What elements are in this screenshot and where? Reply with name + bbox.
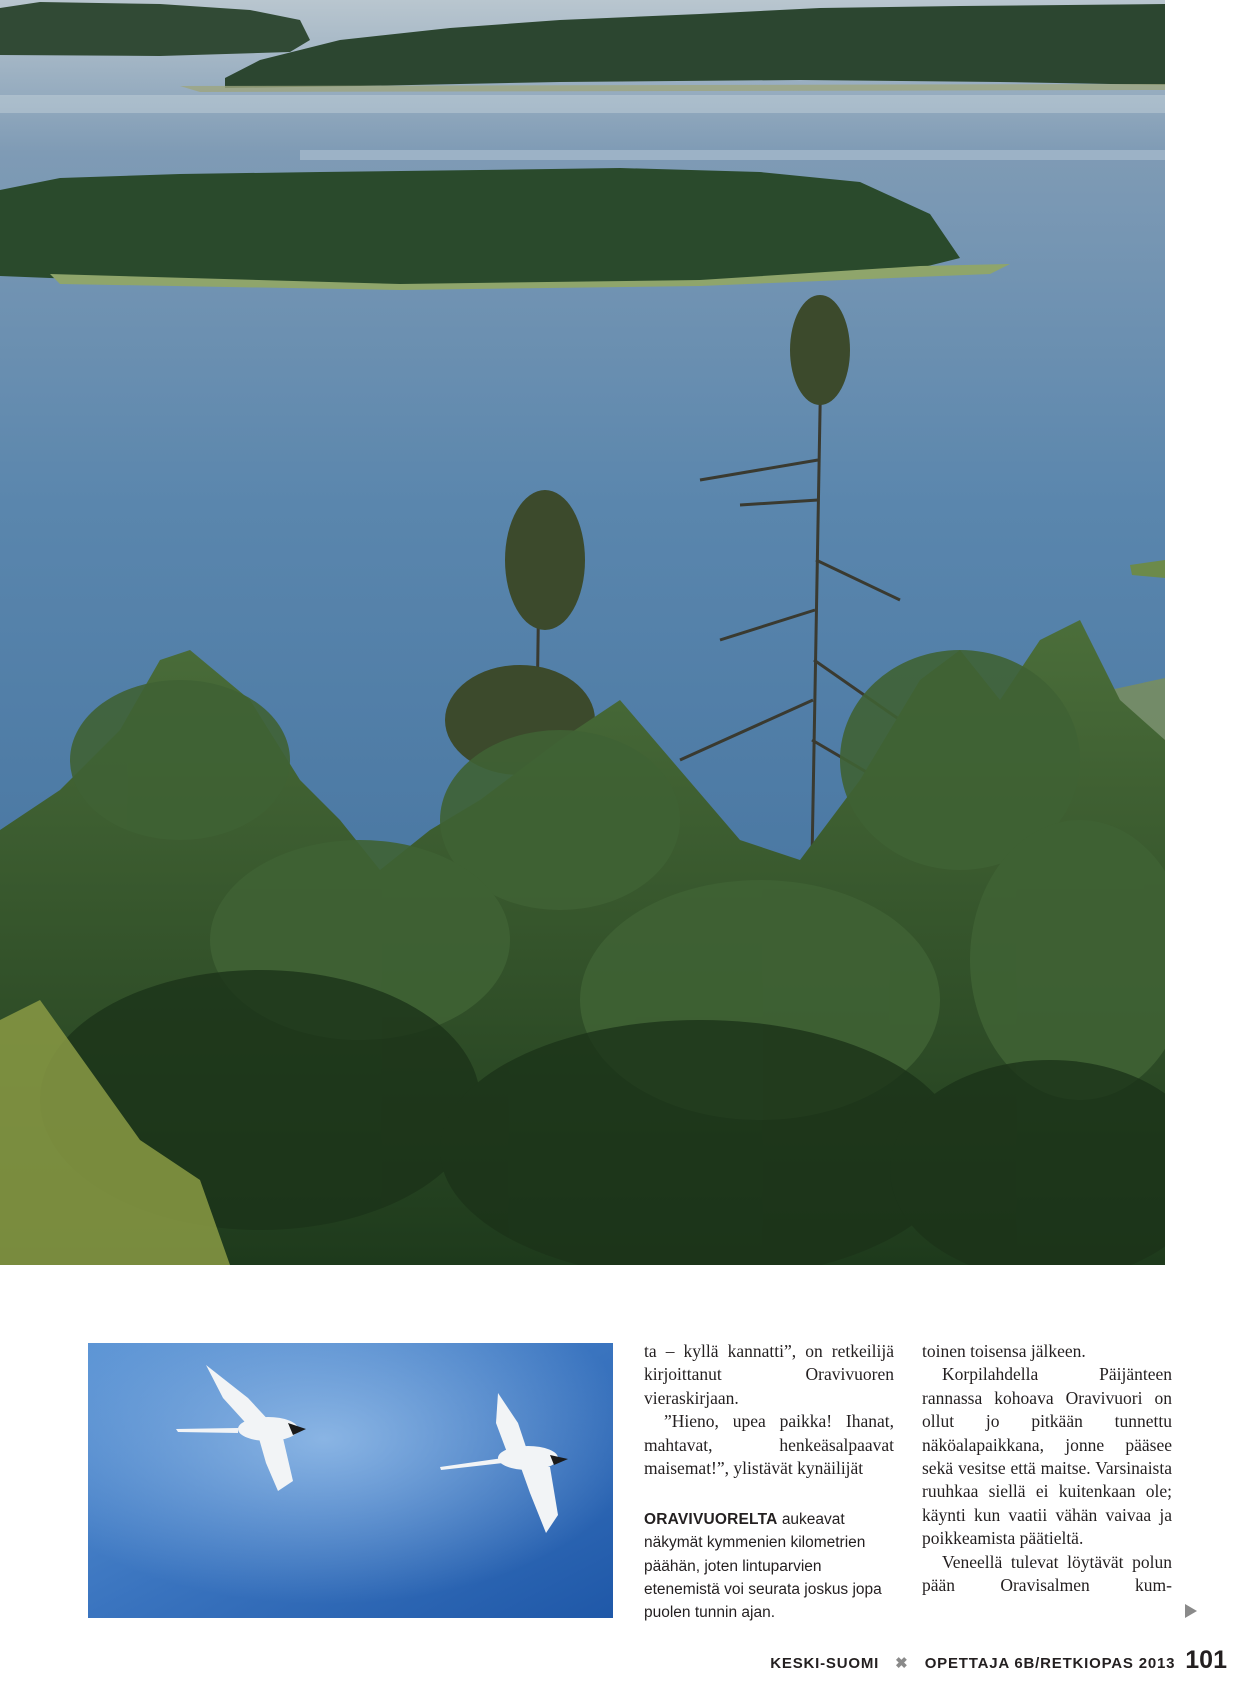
article-column-left [644, 1340, 894, 1480]
page-number: 101 [1185, 1646, 1227, 1674]
footer-issue-name: OPETTAJA 6B/RETKIOPAS 2013 [924, 1655, 1176, 1672]
paragraph: toinen toisensa jälkeen. [922, 1341, 1086, 1361]
swans-photo [88, 1343, 613, 1618]
article-column-right [922, 1340, 1172, 1597]
separator-icon: ✖ [895, 1655, 908, 1672]
paragraph: ”Hieno, upea paikka! Ihanat, mahtavat, henkeäsalpaavat maisemat!”, ylistävät kynäilijät [644, 1411, 894, 1479]
paragraph: ta – kyllä kannatti”, on retkeilijä kirjoittanut Oravivuoren vieraskirjaan. [644, 1341, 894, 1408]
paragraph: Korpilahdella Päijänteen rannassa kohoava Oravivuori on ollut jo pitkään tunnettu näköalapaikkana, jonne pääsee sekä vesitse että maitse. Varsinaista ruuhkaa siellä ei kuitenkaan ole; käynti kun vaatii vähän vaivaa ja poikkeamista päätieltä. [922, 1364, 1172, 1549]
photo-caption [644, 1508, 894, 1624]
page-footer [770, 1646, 1227, 1686]
caption-text: aukeavat näkymät kymmenien kilometrien päähän, joten lintuparvien etenemistä voi seurata joskus jopa puolen tunnin ajan. [644, 1511, 882, 1622]
caption-lead: ORAVIVUORELTA [644, 1511, 778, 1528]
paragraph: Veneellä tulevat löytävät polun pään Oravisalmen kum- [922, 1551, 1172, 1596]
footer-section-name: KESKI-SUOMI [770, 1655, 880, 1672]
continue-arrow-icon [1185, 1604, 1197, 1618]
